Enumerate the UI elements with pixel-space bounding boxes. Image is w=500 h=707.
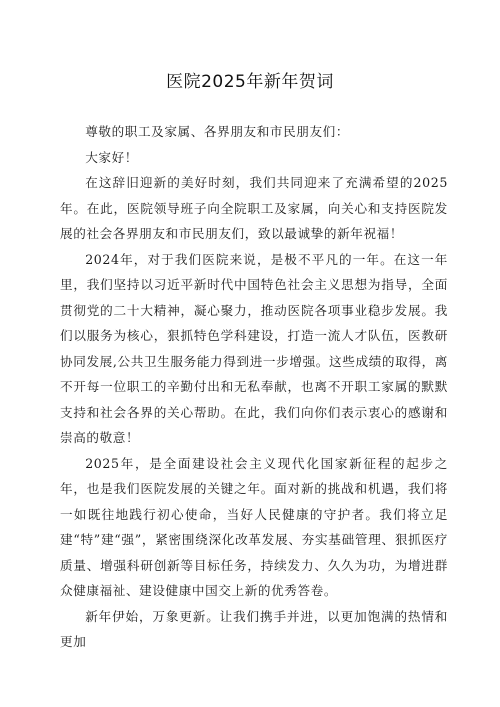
paragraph: 新年伊始，万象更新。让我们携手并进，以更加饱满的热情和更加 xyxy=(60,608,448,649)
salutation: 尊敬的职工及家属、各界朋友和市民朋友们： xyxy=(85,124,350,139)
document-body xyxy=(60,119,448,655)
document-title: 医院2025年新年贺词 xyxy=(166,72,334,92)
paragraph: 在这辞旧迎新的美好时刻，我们共同迎来了充满希望的2025年。在此，医院领导班子向全院职工及家属，向关心和支持医院发展的社会各界朋友和市民朋友们，致以最诚挚的新年祝福！ xyxy=(60,175,448,241)
paragraph: 2025年，是全面建设社会主义现代化国家新征程的起步之年，也是我们医院发展的关键之年。面对新的挑战和机遇，我们将一如既往地践行初心使命，当好人民健康的守护者。我们将立足建“特”建“强”，紧密围绕深化改革发展、夯实基础管理、狠抓医疗质量、增强科研创新等目标任务，持续发力、久久为功，为增进群众健康福祉、建设健康中国交上新的优秀答卷。 xyxy=(60,455,448,598)
paragraph: 2024年，对于我们医院来说，是极不平凡的一年。在这一年里，我们坚持以习近平新时代中国特色社会主义思想为指导，全面贯彻党的二十大精神，凝心聚力，推动医院各项事业稳步发展。我们以服务为核心，狠抓特色学科建设，打造一流人才队伍，医教研协同发展,公共卫生服务能力得到进一步增强。这些成绩的取得，离不开每一位职工的辛勤付出和无私奉献，也离不开职工家属的默默支持和社会各界的关心帮助。在此，我们向你们表示衷心的感谢和崇高的敬意！ xyxy=(60,251,448,445)
greeting: 大家好！ xyxy=(85,149,138,165)
